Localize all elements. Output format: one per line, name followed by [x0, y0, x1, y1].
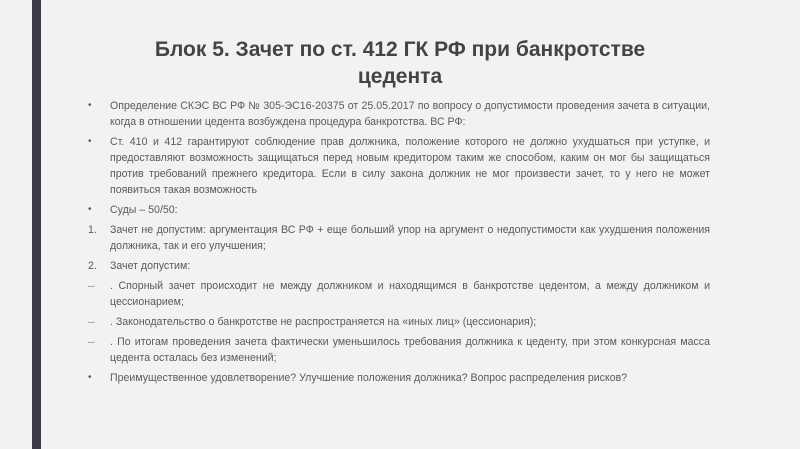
item-text: Ст. 410 и 412 гарантируют соблюдение прав должника, положение которого не должно ухудшаться при уступке, и предоставляют возможность защищаться перед новым кредитором таким же способом, каким он мог бы защищаться против требований прежнего кредитора. Если в силу закона должник не мог произвести зачет, то у него не может появиться такая возможность [110, 136, 710, 196]
sub-list-item [88, 278, 710, 310]
bullet-marker: • [88, 136, 92, 147]
item-text: . По итогам проведения зачета фактически уменьшилось требования должника к цеденту, при этом конкурсная масса цедента осталась без изменений; [110, 336, 710, 364]
list-item [88, 134, 710, 198]
sub-bullet-marker: ‿ [88, 278, 95, 287]
item-text: Суды – 50/50: [110, 204, 178, 216]
number-marker: 2. [88, 260, 97, 272]
list-item [88, 98, 710, 130]
sub-list-item [88, 334, 710, 366]
list-item [88, 202, 710, 218]
numbered-item [88, 222, 710, 254]
slide-body [88, 98, 710, 390]
sub-bullet-marker: ‿ [88, 334, 95, 343]
accent-bar [32, 0, 41, 449]
item-text: Определение СКЭС ВС РФ № 305-ЭС16-20375 от 25.05.2017 по вопросу о допустимости проведения зачета в ситуации, когда в отношении цедента возбуждена процедура банкротства. ВС РФ: [110, 100, 710, 128]
numbered-item [88, 258, 710, 274]
item-text: . Спорный зачет происходит не между должником и находящимся в банкротстве цедентом, а между должником и цессионарием; [110, 280, 710, 308]
item-text: . Законодательство о банкротстве не распространяется на «иных лиц» (цессионария); [110, 316, 537, 328]
item-text: Преимущественное удовлетворение? Улучшение положения должника? Вопрос распределения рисков? [110, 372, 628, 384]
slide-title: Блок 5. Зачет по ст. 412 ГК РФ при банкротстве цедента [154, 38, 646, 88]
list-item [88, 370, 710, 386]
sub-list-item [88, 314, 710, 330]
bullet-marker: • [88, 372, 92, 383]
bullet-marker: • [88, 100, 92, 111]
item-text: Зачет не допустим: аргументация ВС РФ + еще больший упор на аргумент о недопустимости как ухудшения положения должника, так и его улучшения; [110, 224, 710, 252]
number-marker: 1. [88, 224, 97, 236]
item-text: Зачет допустим: [110, 260, 191, 272]
bullet-marker: • [88, 204, 92, 215]
sub-bullet-marker: ‿ [88, 314, 95, 323]
